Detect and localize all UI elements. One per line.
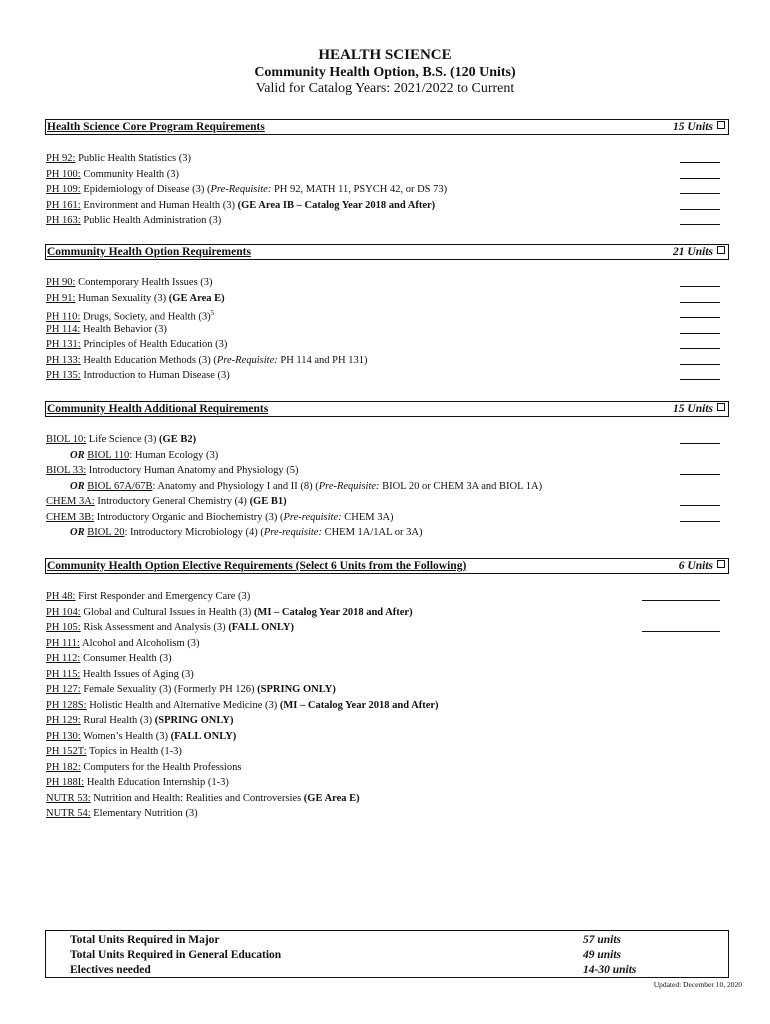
course-text: (GE Area E) (303, 792, 360, 804)
section-title: Community Health Option Requirements (47, 246, 251, 258)
course-text: Computers for the Health Professions (80, 761, 242, 773)
course-text: BIOL 20 or CHEM 3A and BIOL 1A) (379, 480, 543, 492)
or-label: OR (70, 449, 85, 461)
page-title: HEALTH SCIENCE (318, 47, 452, 63)
course-text: Elementary Nutrition (3) (90, 808, 198, 819)
course-row (46, 167, 726, 183)
course-text: Health Behavior (3) (80, 323, 167, 335)
course-text: (FALL ONLY) (228, 622, 294, 633)
grade-blank-line[interactable] (680, 364, 720, 365)
grade-blank-line[interactable] (680, 302, 720, 303)
course-list-electives (46, 589, 726, 822)
course-row (46, 605, 726, 621)
course-code: PH 182: (46, 761, 81, 773)
course-text: (SPRING ONLY) (154, 715, 234, 726)
course-code: PH 130: (46, 730, 81, 742)
grade-blank-line[interactable] (680, 286, 720, 287)
course-code: PH 105: (46, 622, 81, 633)
course-row (46, 337, 726, 353)
course-code: PH 91: (46, 292, 76, 304)
course-code: PH 131: (46, 339, 81, 350)
course-text: (FALL ONLY) (170, 730, 237, 742)
course-text: Introductory Organic and Biochemistry (3) ( (94, 511, 284, 523)
course-row (46, 636, 726, 652)
course-code: PH 90: (46, 277, 76, 288)
course-code: PH 133: (46, 354, 81, 366)
course-code: PH 100: (46, 168, 81, 180)
course-text: Pre-Requisite: (216, 354, 278, 366)
course-row (46, 698, 726, 714)
course-text: Pre-Requisite: (210, 184, 272, 195)
course-row (46, 620, 726, 636)
course-code: PH 128S: (46, 699, 87, 711)
section-units: 6 Units (678, 560, 713, 572)
grade-blank-line[interactable] (680, 521, 720, 522)
course-text: Health Education Methods (3) ( (80, 354, 217, 366)
course-text: First Responder and Emergency Care (3) (75, 591, 251, 602)
course-row (46, 353, 726, 369)
course-text: (GE B1) (249, 496, 287, 507)
section-title: Community Health Option Elective Requirements (Select 6 Units from the Following) (47, 560, 467, 572)
course-list-core (46, 151, 726, 229)
total-value-ge: 49 units (583, 949, 622, 961)
course-row (46, 729, 726, 745)
course-code: PH 104: (46, 606, 81, 618)
course-text: Principles of Health Education (3) (80, 339, 228, 350)
course-code: PH 110: (46, 311, 81, 323)
section-header-core (45, 119, 729, 135)
course-row (46, 510, 726, 526)
checkbox-icon[interactable] (717, 560, 725, 568)
course-text: PH 114 and PH 131) (277, 354, 368, 366)
or-label: OR (70, 527, 85, 538)
course-row (46, 151, 726, 167)
course-text: CHEM 1A/1AL or 3A) (321, 527, 423, 538)
grade-blank-line[interactable] (680, 505, 720, 506)
course-text: Women’s Health (3) (80, 730, 171, 742)
course-text: Pre-Requisite: (318, 480, 380, 492)
total-label-electives: Electives needed (70, 964, 151, 976)
course-text: Topics in Health (1-3) (86, 746, 182, 757)
course-text: Introduction to Human Disease (3) (80, 370, 230, 381)
course-row (46, 182, 726, 198)
course-text: Alcohol and Alcoholism (3) (79, 637, 200, 649)
program-subtitle: Community Health Option, B.S. (120 Units) (254, 65, 516, 80)
course-text: Life Science (3) (86, 434, 160, 445)
course-text: 5 (210, 309, 215, 317)
grade-blank-line[interactable] (680, 209, 720, 210)
course-row (46, 760, 726, 776)
course-text: : Anatomy and Physiology I and II (8) ( (152, 480, 319, 492)
course-code: PH 109: (46, 184, 81, 195)
course-text: Pre-requisite: (263, 527, 322, 538)
totals-box (45, 930, 729, 978)
section-header-option (45, 244, 729, 260)
course-row (46, 448, 726, 464)
course-row (46, 275, 726, 291)
course-text: Public Health Statistics (3) (75, 153, 191, 164)
course-code: PH 135: (46, 370, 81, 381)
course-list-additional (46, 432, 726, 541)
course-row (46, 432, 726, 448)
course-code: PH 152T: (46, 746, 87, 757)
course-text: Environment and Human Health (3) (80, 199, 238, 211)
course-code: PH 163: (46, 215, 81, 226)
checkbox-icon[interactable] (717, 121, 725, 129)
course-code: CHEM 3B: (46, 511, 95, 523)
course-text: Health Education Internship (1-3) (84, 777, 229, 788)
course-row (46, 291, 726, 307)
course-code: PH 92: (46, 153, 76, 164)
grade-blank-line[interactable] (680, 178, 720, 179)
checkbox-icon[interactable] (717, 403, 725, 411)
course-row (46, 589, 726, 605)
course-row (46, 806, 726, 822)
grade-blank-line[interactable] (680, 162, 720, 163)
course-row (46, 479, 726, 495)
course-text: PH 92, MATH 11, PSYCH 42, or DS 73) (271, 184, 448, 195)
course-code: PH 161: (46, 199, 81, 211)
course-code: CHEM 3A: (46, 496, 95, 507)
course-code: PH 114: (46, 323, 81, 335)
course-row (46, 463, 726, 479)
course-row (46, 525, 726, 541)
course-text: Epidemiology of Disease (3) ( (80, 184, 211, 195)
course-text: Drugs, Society, and Health (3) (80, 311, 211, 323)
course-text: Contemporary Health Issues (3) (75, 277, 213, 288)
course-list-option (46, 275, 726, 384)
grade-blank-line[interactable] (642, 600, 720, 601)
course-row (46, 368, 726, 384)
course-code: PH 129: (46, 715, 81, 726)
course-row (46, 713, 726, 729)
course-code: BIOL 67A/67B (87, 480, 153, 492)
course-text: Rural Health (3) (80, 715, 155, 726)
course-code: BIOL 33: (46, 465, 87, 476)
checkbox-icon[interactable] (717, 246, 725, 254)
course-code: PH 115: (46, 668, 81, 680)
section-units: 15 Units (673, 121, 713, 133)
course-text: Community Health (3) (80, 168, 179, 180)
section-header-electives (45, 558, 729, 574)
course-text: : Introductory Microbiology (4) ( (124, 527, 264, 538)
course-text: Introductory Human Anatomy and Physiology (5) (86, 465, 299, 476)
course-row (46, 775, 726, 791)
course-row (46, 651, 726, 667)
section-header-additional (45, 401, 729, 417)
grade-blank-line[interactable] (680, 333, 720, 334)
course-row (46, 198, 726, 214)
updated-date: Updated: December 10, 2020 (653, 980, 742, 989)
course-code: PH 48: (46, 591, 76, 602)
course-text: (GE Area IB – Catalog Year 2018 and After) (237, 199, 436, 211)
total-value-electives: 14-30 units (583, 964, 637, 976)
grade-blank-line[interactable] (680, 379, 720, 380)
course-text: (GE Area E) (168, 292, 225, 304)
course-text: Risk Assessment and Analysis (3) (80, 622, 229, 633)
course-text: Global and Cultural Issues in Health (3) (80, 606, 254, 618)
course-text: Consumer Health (3) (80, 653, 172, 664)
course-text: (MI – Catalog Year 2018 and After) (253, 606, 413, 618)
section-units: 15 Units (673, 403, 713, 415)
course-code: NUTR 54: (46, 808, 91, 819)
course-row (46, 322, 726, 338)
section-units: 21 Units (673, 246, 713, 258)
course-row (46, 213, 726, 229)
section-title: Health Science Core Program Requirements (47, 121, 265, 133)
course-code: PH 188I: (46, 777, 85, 788)
grade-blank-line[interactable] (642, 631, 720, 632)
grade-blank-line[interactable] (680, 474, 720, 475)
course-text: (GE B2) (159, 434, 197, 445)
grade-blank-line[interactable] (680, 443, 720, 444)
course-row (46, 494, 726, 510)
course-text: (MI – Catalog Year 2018 and After) (279, 699, 439, 711)
course-text: Holistic Health and Alternative Medicine (3) (86, 699, 280, 711)
course-code: BIOL 110 (87, 449, 130, 461)
course-text: Introductory General Chemistry (4) (94, 496, 250, 507)
course-text: Pre-requisite: (283, 511, 342, 523)
course-code: BIOL 20 (87, 527, 125, 538)
total-value-major: 57 units (583, 934, 622, 946)
course-code: PH 112: (46, 653, 81, 664)
or-label: OR (70, 480, 85, 492)
course-text: Health Issues of Aging (3) (80, 668, 194, 680)
course-text: Public Health Administration (3) (80, 215, 222, 226)
course-text: (SPRING ONLY) (257, 684, 336, 695)
course-text: Human Sexuality (3) (75, 292, 169, 304)
section-title: Community Health Additional Requirements (47, 403, 269, 415)
course-row (46, 682, 726, 698)
course-text: Female Sexuality (3) (Formerly PH 126) (80, 684, 258, 695)
course-code: PH 111: (46, 637, 80, 649)
course-row (46, 744, 726, 760)
grade-blank-line[interactable] (680, 224, 720, 225)
course-code: PH 127: (46, 684, 81, 695)
course-row (46, 306, 726, 322)
grade-blank-line[interactable] (680, 317, 720, 318)
total-label-major: Total Units Required in Major (70, 934, 220, 946)
course-code: NUTR 53: (46, 792, 91, 804)
course-text: : Human Ecology (3) (129, 449, 219, 461)
course-row (46, 667, 726, 683)
catalog-validity: Valid for Catalog Years: 2021/2022 to Current (255, 81, 515, 96)
grade-blank-line[interactable] (680, 193, 720, 194)
course-text: CHEM 3A) (341, 511, 394, 523)
course-row (46, 791, 726, 807)
total-label-ge: Total Units Required in General Education (70, 949, 282, 961)
grade-blank-line[interactable] (680, 348, 720, 349)
course-code: BIOL 10: (46, 434, 87, 445)
course-text: Nutrition and Health: Realities and Controversies (90, 792, 304, 804)
